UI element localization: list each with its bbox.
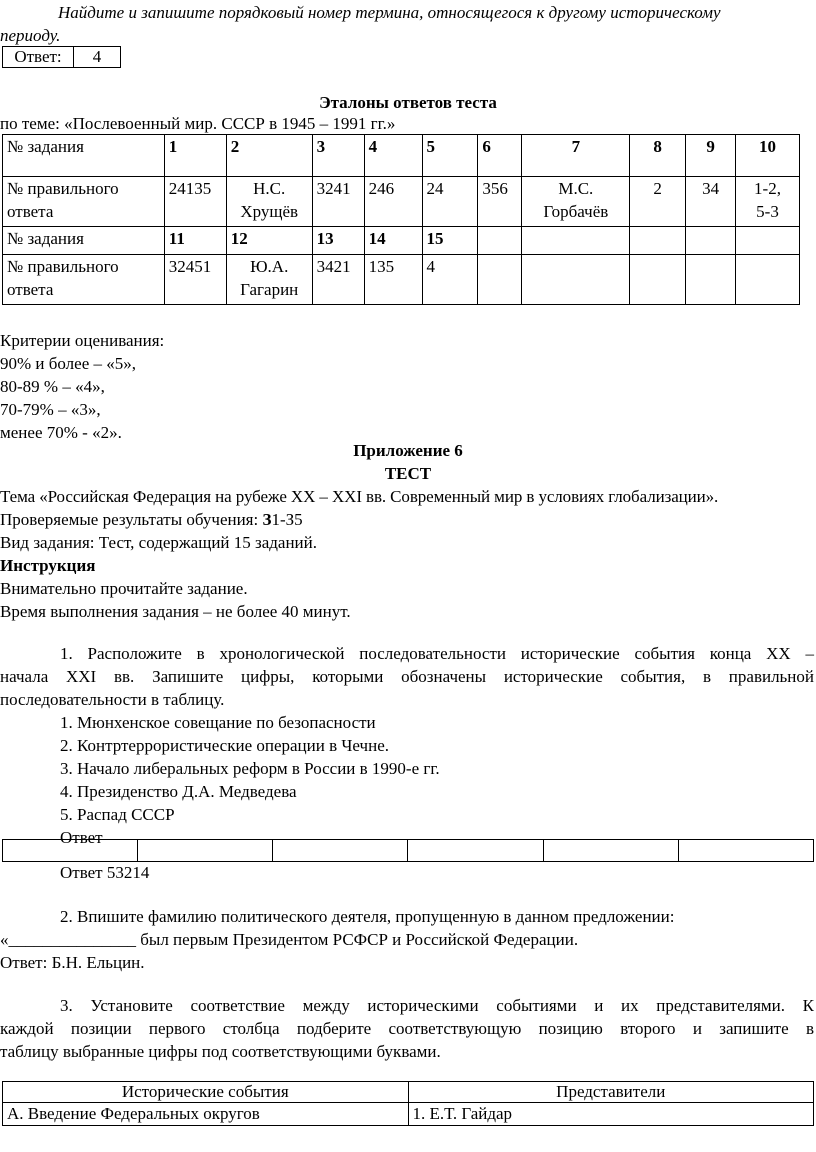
criteria-title: Критерии оценивания: — [0, 331, 165, 350]
table-cell: 3 — [312, 135, 364, 177]
criteria-item: 70-79% – «3», — [0, 400, 101, 419]
table-cell: 24135 — [164, 177, 226, 227]
table-cell — [686, 227, 736, 255]
table-cell: А. Введение Федеральных округов — [3, 1103, 409, 1126]
q1-item: 2. Контртеррористические операции в Чечне. — [60, 736, 389, 755]
table-cell — [478, 255, 522, 305]
task-type: Вид задания: Тест, содержащий 15 заданий. — [0, 533, 318, 552]
key-title: Эталоны ответов теста — [319, 93, 497, 112]
correct-answer-header — [3, 255, 165, 305]
table-cell: 12 — [226, 227, 312, 255]
task-line-1: Найдите и запишите порядковый номер термина, относящегося к другому историческому — [58, 3, 721, 22]
task-line-2: периоду. — [0, 26, 61, 45]
results-bold: З — [262, 510, 272, 529]
table-cell — [630, 255, 686, 305]
table-cell: 14 — [364, 227, 422, 255]
table-cell: 135 — [364, 255, 422, 305]
representatives-header: Представители — [408, 1082, 814, 1103]
q3-line-3: таблицу выбранные цифры под соответствующими буквами. — [0, 1042, 441, 1061]
table-row — [3, 135, 800, 177]
answer-label: Ответ: — [3, 47, 74, 68]
table-cell: 34 — [686, 177, 736, 227]
q2-line-1: 2. Впишите фамилию политического деятеля, пропущенную в данном предложении: — [60, 907, 675, 926]
task-number-header: № задания — [3, 227, 165, 255]
answer-cell[interactable] — [138, 840, 273, 862]
answer-cell[interactable] — [678, 840, 813, 862]
table-cell — [226, 177, 312, 227]
table-cell — [630, 227, 686, 255]
key-topic-prefix: по теме: — [0, 114, 60, 133]
results-prefix: Проверяемые результаты обучения: — [0, 510, 263, 529]
q1-line-3: последовательности в таблицу. — [0, 690, 225, 709]
label-line: № правильного — [7, 179, 119, 198]
table-row — [3, 1103, 814, 1126]
answer-value: 4 — [74, 47, 121, 68]
q1-item: 1. Мюнхенское совещание по безопасности — [60, 713, 376, 732]
cell-line: 5-3 — [756, 202, 779, 221]
q1-item: 5. Распад СССР — [60, 805, 175, 824]
table-cell: 6 — [478, 135, 522, 177]
table-cell: 8 — [630, 135, 686, 177]
read-carefully: Внимательно прочитайте задание. — [0, 579, 248, 598]
cell-line: Горбачёв — [543, 202, 609, 221]
answer-cell[interactable] — [273, 840, 408, 862]
table-row — [3, 177, 800, 227]
table-cell: 15 — [422, 227, 478, 255]
table-row — [3, 840, 814, 862]
q1-line-2: начала XXI вв. Запишите цифры, которыми обозначены исторические события, в правильной — [0, 667, 814, 686]
q1-line-1: 1. Расположите в хронологической последовательности исторические события конца XX – — [60, 644, 814, 663]
label-line: № правильного — [7, 257, 119, 276]
table-cell: 2 — [226, 135, 312, 177]
criteria-item: 90% и более – «5», — [0, 354, 137, 373]
table-cell: 4 — [364, 135, 422, 177]
cell-line: Хрущёв — [240, 202, 299, 221]
answer-cell[interactable] — [3, 840, 138, 862]
results-rest: 1-З5 — [271, 510, 303, 529]
table-cell: 5 — [422, 135, 478, 177]
instruction-title: Инструкция — [0, 556, 96, 575]
q3-matching-table — [2, 1081, 814, 1126]
events-header: Исторические события — [3, 1082, 409, 1103]
table-cell — [522, 255, 630, 305]
cell-line: Ю.А. — [250, 257, 289, 276]
table-cell — [226, 255, 312, 305]
appendix-title: Приложение 6 — [353, 441, 463, 460]
key-topic-text: «Послевоенный мир. СССР в 1945 – 1991 гг.» — [64, 114, 396, 133]
table-cell: 3241 — [312, 177, 364, 227]
answer-box — [2, 46, 121, 68]
q1-item: 3. Начало либеральных реформ в России в 1990-е гг. — [60, 759, 440, 778]
q3-line-1: 3. Установите соответствие между историческими событиями и их представителями. К — [60, 996, 814, 1015]
answer-key-table — [2, 134, 800, 305]
table-cell — [522, 177, 630, 227]
answer-cell[interactable] — [408, 840, 543, 862]
table-cell: 11 — [164, 227, 226, 255]
table-row — [3, 1082, 814, 1103]
table-cell: 2 — [630, 177, 686, 227]
table-cell: 356 — [478, 177, 522, 227]
criteria-item: менее 70% - «2». — [0, 423, 122, 442]
q1-answer-table — [2, 839, 814, 862]
table-cell — [736, 177, 800, 227]
task-number-header: № задания — [3, 135, 165, 177]
table-cell: 24 — [422, 177, 478, 227]
table-cell: 9 — [686, 135, 736, 177]
cell-line: М.С. — [558, 179, 594, 198]
table-cell — [522, 227, 630, 255]
cell-line: 1-2, — [754, 179, 781, 198]
q1-answer: Ответ 53214 — [60, 863, 150, 882]
table-cell — [478, 227, 522, 255]
correct-answer-header — [3, 177, 165, 227]
learning-results — [0, 509, 816, 531]
q3-line-2: каждой позиции первого столбца подберите соответствующую позицию второго и запишите в — [0, 1019, 814, 1038]
q2-line-2: «_______________ был первым Президентом РСФСР и Российской Федерации. — [0, 930, 579, 949]
table-cell: 32451 — [164, 255, 226, 305]
answer-cell[interactable] — [543, 840, 678, 862]
table-cell: 13 — [312, 227, 364, 255]
table-cell — [736, 227, 800, 255]
table-cell: 10 — [736, 135, 800, 177]
test-topic: Тема «Российская Федерация на рубеже XX – XXI вв. Современный мир в условиях глобализации». — [0, 487, 719, 506]
table-cell: 3421 — [312, 255, 364, 305]
table-row — [3, 227, 800, 255]
q1-item: 4. Президенство Д.А. Медведева — [60, 782, 297, 801]
table-cell — [736, 255, 800, 305]
q2-answer: Ответ: Б.Н. Ельцин. — [0, 953, 145, 972]
table-row — [3, 255, 800, 305]
time-limit: Время выполнения задания – не более 40 минут. — [0, 602, 351, 621]
label-line: ответа — [7, 202, 54, 221]
table-cell: 4 — [422, 255, 478, 305]
q1-answer-label: Ответ — [60, 828, 103, 847]
criteria-item: 80-89 % – «4», — [0, 377, 105, 396]
table-cell: 1. Е.Т. Гайдар — [408, 1103, 814, 1126]
key-topic — [0, 113, 816, 135]
label-line: ответа — [7, 280, 54, 299]
test-heading: ТЕСТ — [384, 464, 432, 483]
table-cell — [686, 255, 736, 305]
table-cell: 1 — [164, 135, 226, 177]
cell-line: Н.С. — [253, 179, 286, 198]
table-cell: 7 — [522, 135, 630, 177]
cell-line: Гагарин — [240, 280, 299, 299]
table-cell: 246 — [364, 177, 422, 227]
